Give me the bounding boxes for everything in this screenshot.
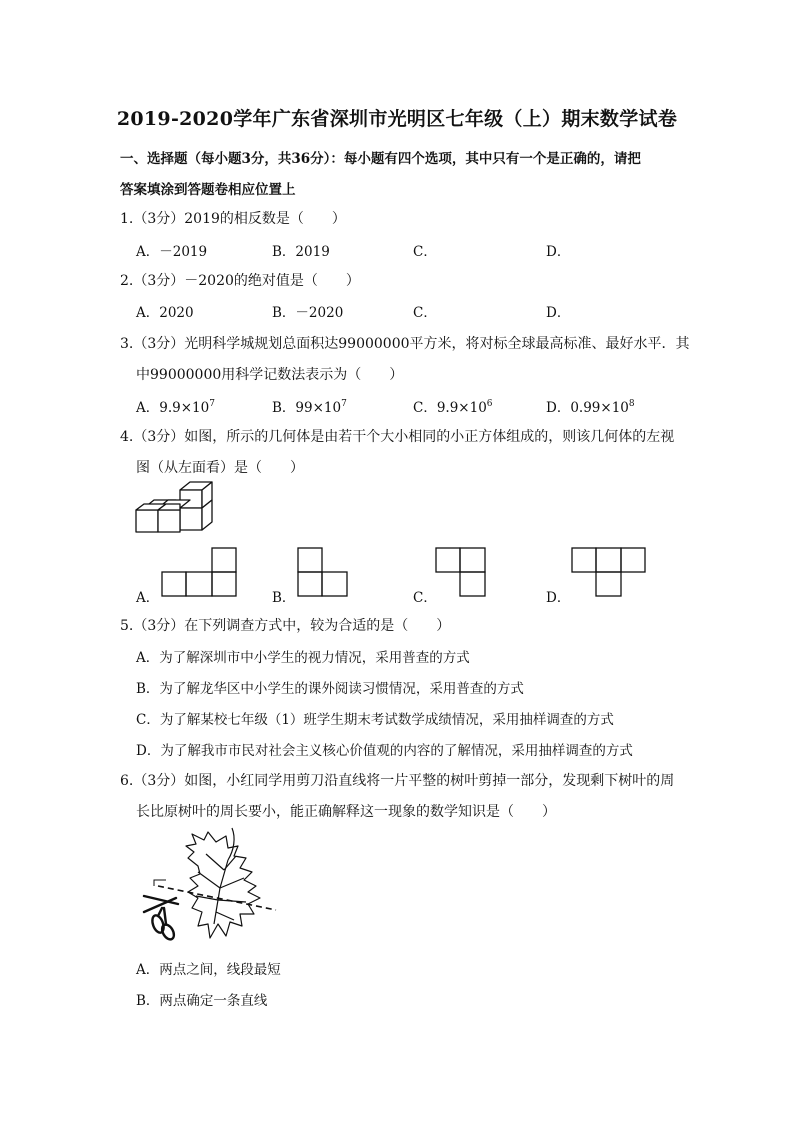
q6-option-a: A．两点之间，线段最短 bbox=[136, 962, 281, 978]
q3-option-b: B．$99\times 10^7$ bbox=[272, 399, 347, 416]
q5-option-c: C．为了解某校七年级（1）班学生期末考试数学成绩情况，采用抽样调查的方式 bbox=[136, 712, 614, 728]
q1-option-a: A．－2019 bbox=[136, 244, 208, 260]
leaf-icon bbox=[186, 828, 260, 938]
q3-option-c: C．$9.9\times 10^6$ bbox=[413, 399, 493, 416]
q3-option-d: D．$0.99\times 10^8$ bbox=[546, 399, 635, 416]
q5-option-b: B．为了解龙华区中小学生的课外阅读习惯情况，采用普查的方式 bbox=[136, 681, 524, 697]
q4-option-c-view bbox=[436, 548, 486, 596]
q2-option-c: C． bbox=[413, 305, 437, 321]
q1-option-c: C． bbox=[413, 244, 437, 260]
question-4-text-line2: 图（从左面看）是（ ） bbox=[136, 460, 304, 476]
question-6-text-line2: 长比原树叶的周长要小，能正确解释这一现象的数学知识是（ ） bbox=[136, 804, 556, 820]
section-heading-line2: 答案填涂到答题卷相应位置上 bbox=[120, 182, 296, 198]
scissors-icon bbox=[144, 896, 178, 941]
q4-option-b: B． bbox=[272, 590, 296, 606]
question-5-text: 5.（3分）在下列调查方式中，较为合适的是（ ） bbox=[120, 618, 451, 634]
section-heading-line1: 一、选择题（每小题3分，共36分）：每小题有四个选项，其中只有一个是正确的，请把 bbox=[120, 151, 641, 167]
q5-option-a: A．为了解深圳市中小学生的视力情况，采用普查的方式 bbox=[136, 650, 470, 666]
page-title: 2019-2020学年广东省深圳市光明区七年级（上）期末数学试卷 bbox=[116, 108, 678, 130]
q4-option-a: A． bbox=[136, 590, 160, 606]
q2-option-d: D． bbox=[546, 305, 571, 321]
question-2-text: 2.（3分）－2020的绝对值是（ ） bbox=[120, 273, 360, 289]
question-3-text-line1: 3.（3分）光明科学城规划总面积达99000000平方米，将对标全球最高标准、最好水平．其 bbox=[120, 336, 690, 352]
question-3-text-line2: 中99000000用科学记数法表示为（ ） bbox=[136, 367, 404, 383]
question-4-text-line1: 4.（3分）如图，所示的几何体是由若干个大小相同的小正方体组成的，则该几何体的左视 bbox=[120, 429, 675, 445]
question-6-text-line1: 6.（3分）如图，小红同学用剪刀沿直线将一片平整的树叶剪掉一部分，发现剩下树叶的周 bbox=[120, 773, 675, 789]
q4-option-c: C． bbox=[413, 590, 437, 606]
q4-option-b-view bbox=[298, 548, 348, 596]
leaf-scissors-figure bbox=[136, 828, 282, 946]
cut-marker bbox=[154, 880, 166, 886]
q3-option-a: A．$9.9\times 10^7$ bbox=[136, 399, 215, 416]
q2-option-b: B．－2020 bbox=[272, 305, 344, 321]
q5-option-d: D．为了解我市市民对社会主义核心价值观的内容的了解情况，采用抽样调查的方式 bbox=[136, 743, 633, 759]
q1-option-d: D． bbox=[546, 244, 571, 260]
q6-option-b: B．两点确定一条直线 bbox=[136, 993, 268, 1009]
q2-option-a: A．2020 bbox=[136, 305, 194, 321]
question-1-text: 1.（3分）2019的相反数是（ ） bbox=[120, 211, 346, 227]
q1-option-b: B．2019 bbox=[272, 244, 330, 260]
q4-option-a-view bbox=[162, 548, 236, 596]
q4-option-d: D． bbox=[546, 590, 571, 606]
cube-solid-figure bbox=[136, 480, 216, 538]
q4-option-d-view bbox=[572, 548, 646, 596]
